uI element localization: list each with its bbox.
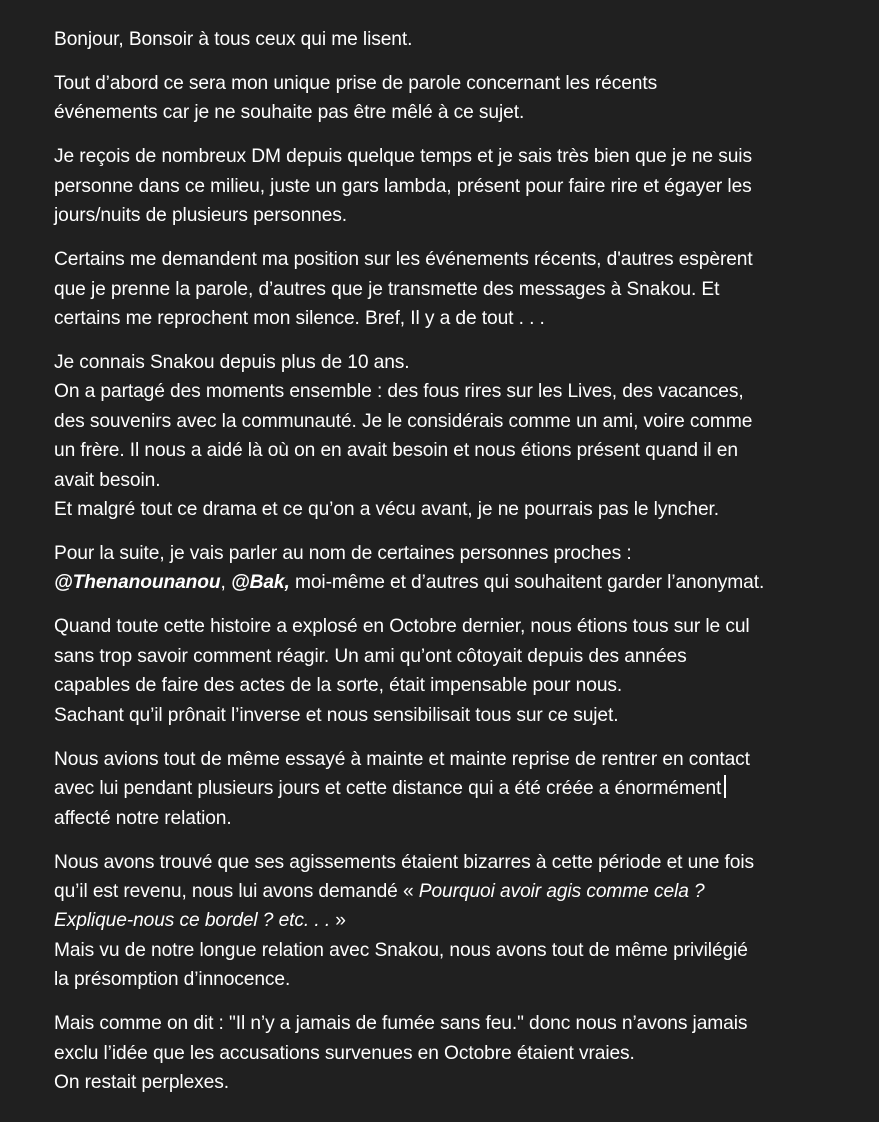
text-line: capables de faire des actes de la sorte, était impensable pour nous. — [54, 675, 623, 697]
paragraph-contact — [54, 745, 843, 833]
text-line: affecté notre relation. — [54, 807, 232, 829]
paragraph-friendship — [54, 348, 843, 524]
text-line — [54, 568, 843, 597]
text-line: avait besoin. — [54, 469, 161, 491]
paragraph-position — [54, 245, 843, 333]
text-line: personne dans ce milieu, juste un gars lambda, présent pour faire rire et égayer les — [54, 175, 752, 197]
text-line — [54, 906, 843, 935]
paragraph-conclusion — [54, 1009, 843, 1097]
text-fragment: avec lui pendant plusieurs jours et cette distance qui a été créée a énormément — [54, 778, 722, 800]
text-cursor — [724, 775, 726, 798]
text-fragment: qu’il est revenu, nous lui avons demandé « — [54, 880, 419, 902]
text-fragment: moi-même et d’autres qui souhaitent garder l’anonymat. — [289, 572, 765, 594]
text-line — [54, 877, 843, 906]
text-line: Sachant qu’il prônait l’inverse et nous sensibilisait tous sur ce sujet. — [54, 704, 619, 726]
text-line: Et malgré tout ce drama et ce qu’on a vécu avant, je ne pourrais pas le lyncher. — [54, 499, 720, 521]
paragraph-intro — [54, 69, 843, 128]
text-line: des souvenirs avec la communauté. Je le considérais comme un ami, voire comme — [54, 410, 753, 432]
text-line: Mais comme on dit : "Il n’y a jamais de fumée sans feu." donc nous n’avons jamais — [54, 1013, 748, 1035]
text-line: On restait perplexes. — [54, 1071, 229, 1093]
text-line: Bonjour, Bonsoir à tous ceux qui me lisent. — [54, 29, 413, 50]
text-line: événements car je ne souhaite pas être mêlé à ce sujet. — [54, 102, 525, 124]
text-line: que je prenne la parole, d’autres que je transmette des messages à Snakou. Et — [54, 278, 720, 300]
text-line: Tout d’abord ce sera mon unique prise de parole concernant les récents — [54, 73, 658, 94]
text-line: Je reçois de nombreux DM depuis quelque temps et je sais très bien que je ne suis — [54, 146, 752, 168]
text-line: sans trop savoir comment réagir. Un ami qu’ont côtoyait depuis des années — [54, 645, 687, 667]
paragraph-mentions — [54, 539, 843, 598]
text-line: certains me reprochent mon silence. Bref, Il y a de tout . . . — [54, 308, 545, 330]
text-line: jours/nuits de plusieurs personnes. — [54, 205, 348, 227]
text-line: Nous avions tout de même essayé à mainte et mainte reprise de rentrer en contact — [54, 748, 750, 770]
text-line: exclu l’idée que les accusations survenues en Octobre étaient vraies. — [54, 1042, 635, 1064]
quote-italic: Pourquoi avoir agis comme cela ? — [418, 880, 705, 902]
text-fragment: » — [330, 910, 346, 932]
mention-bak[interactable]: @Bak, — [231, 572, 290, 594]
paragraph-october — [54, 612, 843, 730]
text-line: Mais vu de notre longue relation avec Snakou, nous avons tout de même privilégié — [54, 939, 748, 961]
mention-separator: , — [220, 572, 231, 594]
paragraph-dm — [54, 142, 843, 230]
paragraph-greeting — [54, 25, 843, 54]
mention-thenanounanou[interactable]: @Thenanounanou — [54, 572, 221, 594]
quote-italic: Explique-nous ce bordel ? etc. . . — [54, 910, 331, 932]
text-line: Certains me demandent ma position sur les événements récents, d'autres espèrent — [54, 249, 753, 271]
paragraph-question — [54, 848, 843, 995]
text-line: Quand toute cette histoire a explosé en Octobre dernier, nous étions tous sur le cul — [54, 616, 750, 638]
text-line: Nous avons trouvé que ses agissements étaient bizarres à cette période et une fois — [54, 851, 755, 873]
text-line: la présomption d’innocence. — [54, 969, 291, 991]
text-line: Je connais Snakou depuis plus de 10 ans. — [54, 352, 410, 374]
text-line: Pour la suite, je vais parler au nom de certaines personnes proches : — [54, 543, 632, 565]
text-line: On a partagé des moments ensemble : des fous rires sur les Lives, des vacances, — [54, 381, 744, 403]
text-line: un frère. Il nous a aidé là où on en avait besoin et nous étions présent quand il en — [54, 440, 738, 462]
text-line — [54, 774, 843, 803]
